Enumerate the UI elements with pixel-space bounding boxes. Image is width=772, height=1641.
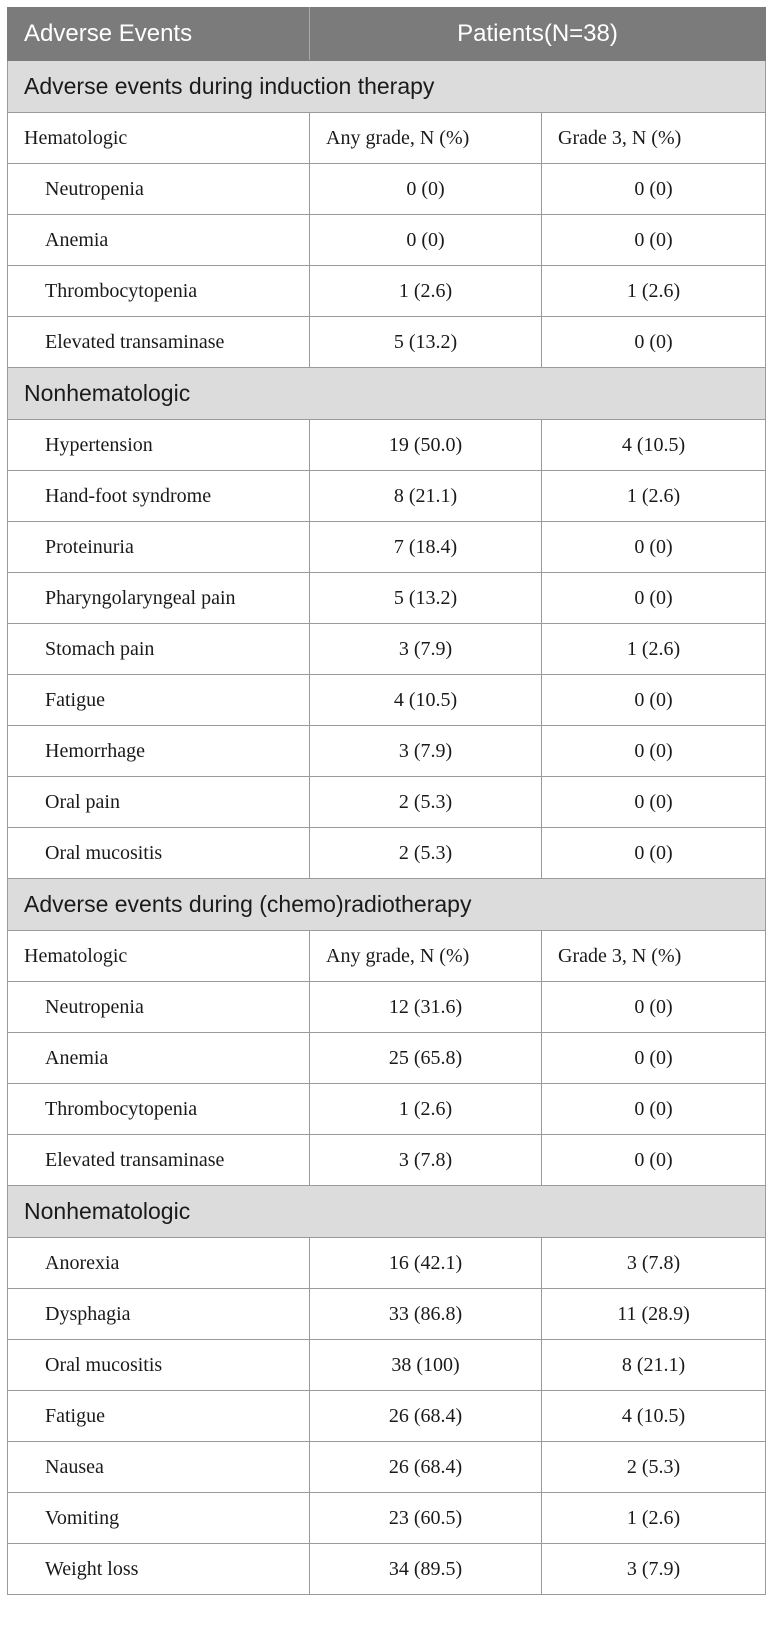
- event-label: Hand-foot syndrome: [8, 471, 310, 522]
- event-label: Hemorrhage: [8, 726, 310, 777]
- event-label: Elevated transaminase: [8, 1135, 310, 1186]
- table-row: [8, 1442, 766, 1493]
- grade-3-value: 0 (0): [542, 215, 766, 266]
- any-grade-value: 26 (68.4): [310, 1391, 542, 1442]
- table-row: [8, 777, 766, 828]
- event-label: Anemia: [8, 215, 310, 266]
- table-row: [8, 1391, 766, 1442]
- any-grade-value: 1 (2.6): [310, 266, 542, 317]
- any-grade-value: 38 (100): [310, 1340, 542, 1391]
- adverse-events-table: [7, 7, 766, 1595]
- column-header-grade-3: Grade 3, N (%): [542, 931, 766, 982]
- any-grade-value: 12 (31.6): [310, 982, 542, 1033]
- table-row: [8, 982, 766, 1033]
- grade-3-value: 0 (0): [542, 777, 766, 828]
- event-label: Weight loss: [8, 1544, 310, 1595]
- group-header-row: [8, 113, 766, 164]
- table-row: [8, 1084, 766, 1135]
- grade-3-value: 0 (0): [542, 573, 766, 624]
- event-label: Proteinuria: [8, 522, 310, 573]
- event-label: Pharyngolaryngeal pain: [8, 573, 310, 624]
- group-header-row: [8, 931, 766, 982]
- section-title: Adverse events during (chemo)radiotherapy: [8, 879, 766, 931]
- group-name: Hematologic: [8, 113, 310, 164]
- grade-3-value: 11 (28.9): [542, 1289, 766, 1340]
- any-grade-value: 3 (7.9): [310, 624, 542, 675]
- grade-3-value: 0 (0): [542, 1033, 766, 1084]
- event-label: Oral mucositis: [8, 1340, 310, 1391]
- table-row: [8, 624, 766, 675]
- header-row: [8, 8, 766, 61]
- table-header: [8, 8, 766, 61]
- grade-3-value: 1 (2.6): [542, 471, 766, 522]
- table-row: [8, 726, 766, 777]
- grade-3-value: 4 (10.5): [542, 420, 766, 471]
- grade-3-value: 1 (2.6): [542, 624, 766, 675]
- table-row: [8, 675, 766, 726]
- any-grade-value: 3 (7.9): [310, 726, 542, 777]
- event-label: Anemia: [8, 1033, 310, 1084]
- table-row: [8, 1340, 766, 1391]
- column-header-any-grade: Any grade, N (%): [310, 931, 542, 982]
- section-header-row: [8, 879, 766, 931]
- table-body: [8, 61, 766, 1595]
- any-grade-value: 0 (0): [310, 215, 542, 266]
- any-grade-value: 7 (18.4): [310, 522, 542, 573]
- table-row: [8, 573, 766, 624]
- event-label: Dysphagia: [8, 1289, 310, 1340]
- grade-3-value: 0 (0): [542, 675, 766, 726]
- grade-3-value: 0 (0): [542, 1084, 766, 1135]
- any-grade-value: 1 (2.6): [310, 1084, 542, 1135]
- any-grade-value: 2 (5.3): [310, 828, 542, 879]
- any-grade-value: 3 (7.8): [310, 1135, 542, 1186]
- section-header-row: [8, 61, 766, 113]
- event-label: Anorexia: [8, 1238, 310, 1289]
- any-grade-value: 23 (60.5): [310, 1493, 542, 1544]
- any-grade-value: 19 (50.0): [310, 420, 542, 471]
- any-grade-value: 8 (21.1): [310, 471, 542, 522]
- table-row: [8, 1544, 766, 1595]
- group-header-row: [8, 1186, 766, 1238]
- event-label: Neutropenia: [8, 982, 310, 1033]
- any-grade-value: 16 (42.1): [310, 1238, 542, 1289]
- any-grade-value: 2 (5.3): [310, 777, 542, 828]
- table-row: [8, 522, 766, 573]
- any-grade-value: 25 (65.8): [310, 1033, 542, 1084]
- grade-3-value: 4 (10.5): [542, 1391, 766, 1442]
- event-label: Fatigue: [8, 675, 310, 726]
- grade-3-value: 1 (2.6): [542, 1493, 766, 1544]
- table-row: [8, 317, 766, 368]
- event-label: Nausea: [8, 1442, 310, 1493]
- header-patients: Patients(N=38): [310, 8, 766, 61]
- grade-3-value: 3 (7.8): [542, 1238, 766, 1289]
- any-grade-value: 0 (0): [310, 164, 542, 215]
- event-label: Stomach pain: [8, 624, 310, 675]
- section-title: Adverse events during induction therapy: [8, 61, 766, 113]
- table-row: [8, 266, 766, 317]
- table-row: [8, 420, 766, 471]
- grade-3-value: 0 (0): [542, 522, 766, 573]
- event-label: Elevated transaminase: [8, 317, 310, 368]
- any-grade-value: 26 (68.4): [310, 1442, 542, 1493]
- group-name: Nonhematologic: [8, 1186, 766, 1238]
- event-label: Neutropenia: [8, 164, 310, 215]
- table-row: [8, 828, 766, 879]
- table-row: [8, 164, 766, 215]
- event-label: Oral mucositis: [8, 828, 310, 879]
- event-label: Vomiting: [8, 1493, 310, 1544]
- grade-3-value: 0 (0): [542, 164, 766, 215]
- grade-3-value: 0 (0): [542, 1135, 766, 1186]
- event-label: Thrombocytopenia: [8, 1084, 310, 1135]
- event-label: Hypertension: [8, 420, 310, 471]
- event-label: Thrombocytopenia: [8, 266, 310, 317]
- grade-3-value: 8 (21.1): [542, 1340, 766, 1391]
- grade-3-value: 0 (0): [542, 828, 766, 879]
- adverse-events-table-container: [7, 7, 765, 1595]
- grade-3-value: 0 (0): [542, 317, 766, 368]
- table-row: [8, 1135, 766, 1186]
- grade-3-value: 3 (7.9): [542, 1544, 766, 1595]
- grade-3-value: 0 (0): [542, 726, 766, 777]
- grade-3-value: 2 (5.3): [542, 1442, 766, 1493]
- event-label: Fatigue: [8, 1391, 310, 1442]
- column-header-grade-3: Grade 3, N (%): [542, 113, 766, 164]
- table-row: [8, 1238, 766, 1289]
- event-label: Oral pain: [8, 777, 310, 828]
- group-name: Hematologic: [8, 931, 310, 982]
- column-header-any-grade: Any grade, N (%): [310, 113, 542, 164]
- group-name: Nonhematologic: [8, 368, 766, 420]
- table-row: [8, 1493, 766, 1544]
- any-grade-value: 4 (10.5): [310, 675, 542, 726]
- grade-3-value: 1 (2.6): [542, 266, 766, 317]
- any-grade-value: 5 (13.2): [310, 317, 542, 368]
- any-grade-value: 33 (86.8): [310, 1289, 542, 1340]
- table-row: [8, 215, 766, 266]
- group-header-row: [8, 368, 766, 420]
- grade-3-value: 0 (0): [542, 982, 766, 1033]
- table-row: [8, 471, 766, 522]
- header-adverse-events: Adverse Events: [8, 8, 310, 61]
- table-row: [8, 1033, 766, 1084]
- any-grade-value: 34 (89.5): [310, 1544, 542, 1595]
- any-grade-value: 5 (13.2): [310, 573, 542, 624]
- table-row: [8, 1289, 766, 1340]
